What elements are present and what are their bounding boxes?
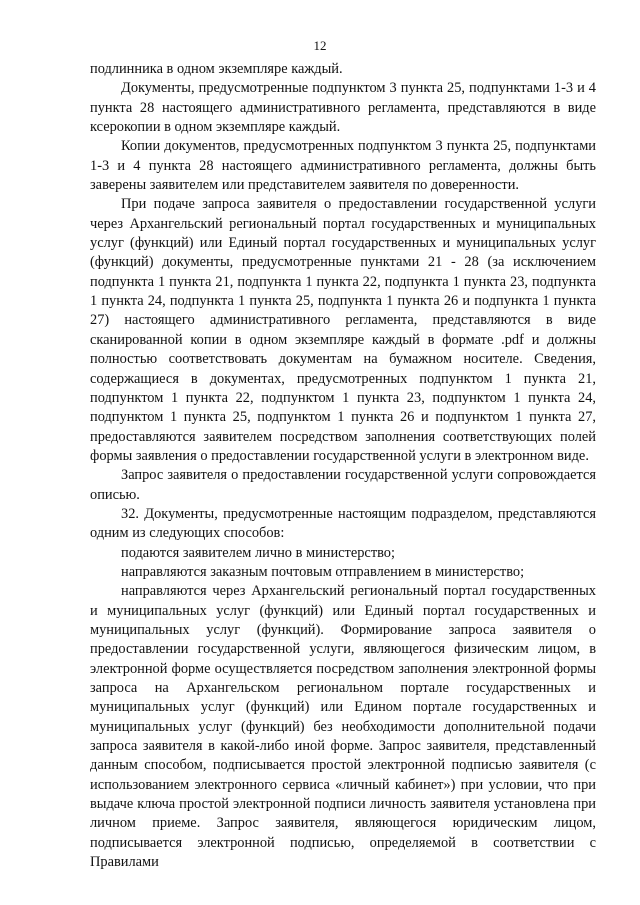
paragraph-copies-format: Документы, предусмотренные подпунктом 3 пункта 25, подпунктами 1-3 и 4 пункта 28 настоящего административного регламента, представляются в виде ксерокопии в одном экземпляре каждый. <box>90 80 596 136</box>
paragraph-copies-certification: Копии документов, предусмотренных подпунктом 3 пункта 25, подпунктами 1-3 и 4 пункта 28 настоящего административного регламента, должны быть заверены заявителем или представителем заявителя по доверенности. <box>90 138 596 194</box>
list-item-in-person: подаются заявителем лично в министерство; <box>121 544 395 561</box>
list-item-via-portal: направляются через Архангельский региональный портал государственных и муниципальных услуг (функций) или Единый портал государственных и муниципальных услуг (функций). Формирование запроса заявителя о предоставлении государственной услуги, являющегося физическим лицом, в электронной форме осуществляется посредством заполнения электронной формы запроса на Архангельском региональном портале государственных и муниципальных услуг (функций) или Едином портале государственных и муниципальных услуг (функций) без необходимости дополнительной подачи запроса заявителя в какой-либо иной форме. Запрос заявителя, представленный данным способом, подписывается простой электронной подписью заявителя (с использованием электронного сервиса «личный кабинет») при условии, что при выдаче ключа простой электронной подписи личность заявителя установлена при личном приеме. Запрос заявителя, являющегося юридическим лицом, подписывается электронной подписью, определяемой в соответствии с Правилами <box>90 583 596 871</box>
document-body <box>90 60 596 872</box>
list-item-by-mail: направляются заказным почтовым отправлением в министерство; <box>121 563 525 580</box>
paragraph-continuation: подлинника в одном экземпляре каждый. <box>90 61 343 77</box>
paragraph-electronic-submission: При подаче запроса заявителя о предоставлении государственной услуги через Архангельский региональный портал государственных и муниципальных услуг (функций) или Единый портал государственных и муниципальных услуг (функций) документы, предусмотренные пунктами 21 - 28 (за исключением подпункта 1 пункта 21, подпункта 1 пункта 22, подпункта 1 пункта 23, подпункта 1 пункта 24, подпункта 1 пункта 25, подпункта 1 пункта 26 и подпункта 1 пункта 27) настоящего административного регламента, представляются в виде сканированной копии в одном экземпляре каждый в формате .pdf и должны полностью соответствовать документам на бумажном носителе. Сведения, содержащиеся в документах, предусмотренных подпунктом 1 пункта 21, подпунктом 1 пункта 22, подпунктом 1 пункта 23, подпунктом 1 пункта 24, подпунктом 1 пункта 25, подпунктом 1 пункта 26 и подпунктом 1 пункта 27, предоставляются заявителем посредством заполнения соответствующих полей формы заявления о предоставлении государственной услуги в электронном виде. <box>90 196 596 464</box>
paragraph-inventory: Запрос заявителя о предоставлении государственной услуги сопровождается описью. <box>90 467 596 503</box>
paragraph-32-methods: 32. Документы, предусмотренные настоящим подразделом, представляются одним из следующих способов: <box>90 505 596 542</box>
page-number: 12 <box>313 38 327 53</box>
